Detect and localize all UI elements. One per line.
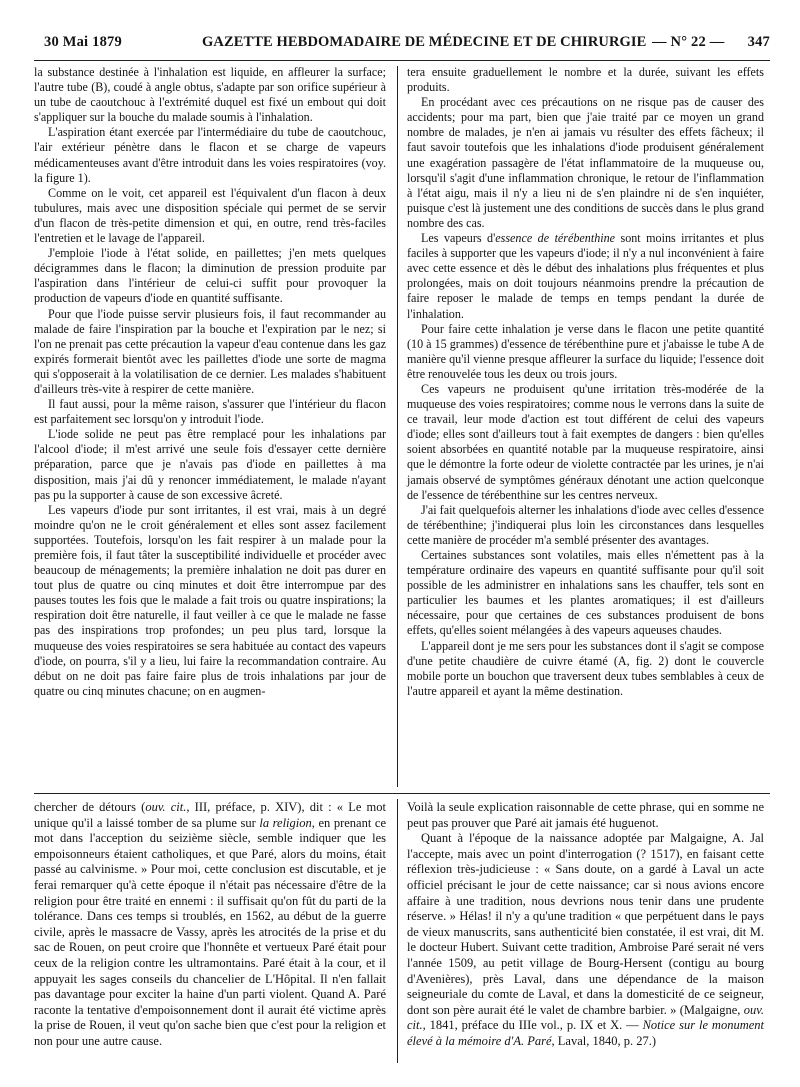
column-divider-bottom [397,799,398,1063]
paragraph: Il faut aussi, pour la même raison, s'assurer que l'intérieur du flacon est parfaitement sec lorsqu'on y introduit l'iode. [34,397,386,427]
paragraph: Certaines substances sont volatiles, mais elles n'émettent pas à la température ordinaire des vapeurs en quantité suffisante pour qu'il soit possible de les administrer en inhalations sans les chauffer, tels sont en particulier les baumes et les plantes aromatiques; il est d'ailleurs nécessaire, pour que certaines de ces substances produisent de bons effets, qu'elles soient mélangées à des vapeurs aqueuses chaudes. [407,548,764,638]
paragraph: Comme on le voit, cet appareil est l'équivalent d'un flacon à deux tubulures, mais avec une disposition spéciale qui permet de se servir d'un flacon de très-petite dimension et qui, en outre, rend très-faciles l'entretien et le lavage de l'appareil. [34,185,386,246]
header-journal-title: GAZETTE HEBDOMADAIRE DE MÉDECINE ET DE CHIRURGIE [202,34,647,50]
paragraph: J'ai fait quelquefois alterner les inhalations d'iode avec celles d'essence de térébenthine; j'indiquerai plus loin les circonstances dans lesquelles cette manière de procéder m'a semblé présenter des avantages. [407,502,764,547]
paragraph: la substance destinée à l'inhalation est liquide, en affleurer la surface; l'autre tube (B), coudé à angle obtus, s'adapte par son orifice supérieur à un tube de caoutchouc à l'extrémité duquel est fixé un embout qui doit s'appliquer sur la bouche du malade soumis à l'inhalation. [34,65,386,125]
paragraph: L'iode solide ne peut pas être remplacé pour les inhalations par l'alcool d'iode; il m'est arrivé une seule fois d'essayer cette dernière préparation, parce que je n'avais pas d'iode en paillettes à ma disposition, mais j'ai dû y renoncer immédiatement, le malade n'ayant pas pu la supporter à cause de son excessive âcreté. [34,427,386,502]
article-column-right [407,65,764,699]
page-header [44,34,770,58]
paragraph: Pour faire cette inhalation je verse dans le flacon une petite quantité (10 à 15 grammes) d'essence de térébenthine pure et j'abaisse le tube A de manière qu'il vienne presque affleurer la surface du liquide; l'essence doit être renouvelée tous les deux ou trois jours. [407,321,764,381]
section-rule [34,793,770,794]
column-divider-top [397,66,398,787]
paragraph: Ces vapeurs ne produisent qu'une irritation très-modérée de la muqueuse des voies respiratoires; comme nous le verrons dans la suite de ce travail, leur mode d'action est tout différent de celui des vapeurs d'iode; elles sont d'ailleurs tout à fait exemptes de dangers : bien qu'elles soient absorbées en quantité notable par la muqueuse respiratoire, ainsi que le démontre la forte odeur de violette contractée par les urines, je n'ai jamais observé de symptômes généraux dénotant une action quelconque de l'essence de térébenthine sur les centres nerveux. [407,381,764,502]
paragraph: Quant à l'époque de la naissance adoptée par Malgaigne, A. Jal l'accepte, mais avec un point d'interrogation (? 1517), en faisant cette réflexion très-judicieuse : « Sans doute, on a gardé à Laval un acte officiel précisant le jour de cette naissance; car si nous avions encore affaire à une tradition, nous devrions nous tenir dans une prudente réserve. » Hélas! il n'y a qu'une tradition « que perpétuent dans le pays de vieux manuscrits, sans authenticité bien constatée, il est vrai, dit M. le docteur Hubert. Suivant cette tradition, Ambroise Paré serait né vers l'année 1509, au petit village de Bourg-Hersent (contigu au bourg d'Avenières), près Laval, dans une dépendance de la maison seigneuriale du comte de Laval, et dans la domesticité de ce seigneur, dont son père aurait été le valet de chambre barbier. » (Malgaigne, ouv. cit., 1841, préface du IIIe vol., p. IX et X. — Notice sur le monument élevé à la mémoire d'A. Paré, Laval, 1840, p. 27.) [407,831,764,1048]
paragraph: L'appareil dont je me sers pour les substances dont il s'agit se compose d'une petite chaudière de cuivre étamé (A, fig. 2) dont le couvercle mobile porte un bouchon que traversent deux tubes semblables à ceux de l'autre appareil et ayant la même destination. [407,638,764,698]
paragraph: Voilà la seule explication raisonnable de cette phrase, qui en somme ne peut pas prouver que Paré ait jamais été huguenot. [407,800,764,830]
paragraph: L'aspiration étant exercée par l'intermédiaire du tube de caoutchouc, l'air extérieur pénètre dans le flacon et se charge de vapeurs médicamenteuses avant d'être introduit dans les voies respiratoires (voy. la figure 1). [34,125,386,185]
paragraph: Les vapeurs d'iode pur sont irritantes, il est vrai, mais à un degré moindre qu'on ne le croit généralement et elles sont assez facilement supportées. Toutefois, lorsqu'on les fait respirer à un malade pour la première fois, il faut tâter la susceptibilité individuelle et procéder avec beaucoup de ménagements; la première inhalation ne doit pas durer en tout plus de quatre ou cinq minutes et doit être interrompue par des pauses toutes les fois que le malade a fait trois ou quatre inspirations; la respiration doit être naturelle, il faut veiller à ce que le malade ne fasse pas des inspirations trop profondes; un peu plus tard, lorsque la muqueuse des voies respiratoires se sera habituée au contact des vapeurs d'iode, on pourra, s'il y a lieu, lui faire la recommandation contraire. Au début on ne doit pas faire faire plus de trois inhalations par jour de quatre ou cinq minutes chacune; on en augmen- [34,502,386,698]
paragraph: Pour que l'iode puisse servir plusieurs fois, il faut recommander au malade de faire l'inspiration par la bouche et l'expiration par le nez; si l'on ne prenait pas cette précaution la vapeur d'eau contenue dans les gaz expirés formerait bientôt avec les paillettes d'iode une sorte de magma qui s'opposerait à la volatilisation de ce dernier. Les malades s'habituent d'ailleurs très-vite à respirer de cette manière. [34,306,386,396]
article-column-left [34,65,386,699]
header-page-number: 347 [747,34,770,50]
paragraph: tera ensuite graduellement le nombre et la durée, suivant les effets produits. [407,65,764,95]
header-rule [34,60,770,61]
paragraph: J'emploie l'iode à l'état solide, en paillettes; j'en mets quelques décigrammes dans le flacon; la diminution de pression produite par l'aspiration dans l'intérieur de celui-ci suffit pour provoquer la production de vapeurs d'iode en quantité suffisante. [34,246,386,306]
feuilleton-column-right [407,800,764,1050]
paragraph: En procédant avec ces précautions on ne risque pas de causer des accidents; pour ma part, bien que j'aie traité par ce moyen un grand nombre de malades, je n'en ai jamais vu résulter des effets fâcheux; il faut savoir toutefois que les inhalations d'iode produisent généralement une exagération passagère de l'état inflammatoire de la muqueuse ou, lorsqu'il s'agit d'une inflammation chronique, le retour de l'inflammation à l'état aigu, mais il n'y a lieu ni de s'en plaindre ni de s'en inquiéter, puisque c'est là justement une des conditions de succès dans le plus grand nombre des cas. [407,95,764,230]
header-date: 30 Mai 1879 [44,34,122,50]
paragraph: Les vapeurs d'essence de térébenthine sont moins irritantes et plus faciles à supporter que les vapeurs d'iode; il n'y a nul inconvénient à faire avec cette essence et dès le début des inhalations plus fréquentes et plus prolongées, mais on doit toujours néanmoins prendre la précaution de faire reposer le malade de temps en temps pendant la durée de l'inhalation. [407,231,764,321]
paragraph: chercher de détours (ouv. cit., III, préface, p. XIV), dit : « Le mot unique qu'il a laissé tomber de sa plume sur la religion, en prenant ce mot dans l'acception du seizième siècle, semble indiquer que les empoisonneurs étaient catholiques, et que Paré, alors du moins, était passé au calvinisme. » Pour moi, cette conclusion est discutable, et je ferai remarquer qu'à cette époque il n'était pas nécessaire d'être de la religion pour être traité en ennemi : il suffisait qu'on fût du parti de la tolérance. Dans ces temps si troublés, en 1562, au début de la guerre civile, après le massacre de Vassy, après les atrocités de la prise et du sac de Rouen, on peut croire que l'honnête et vertueux Paré était pour ceux de la religion contre les ultramontains. Paré était à la cour, et il appuyait les sages conseils du chancelier de L'Hôpital. Il n'en fallait pas davantage pour exciter la haine d'un parti violent. Quand A. Paré raconte la tentative d'empoisonnement dont il aurait été victime après la prise de Rouen, il veut qu'on sache bien que c'est pour la religion et non pour une autre cause. [34,800,386,1048]
header-issue-number: — N° 22 — [652,34,725,50]
feuilleton-column-left [34,800,386,1050]
